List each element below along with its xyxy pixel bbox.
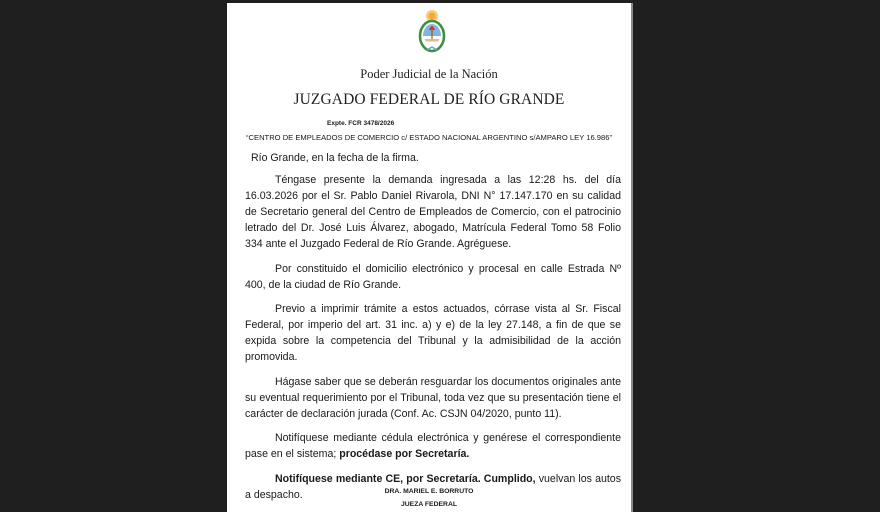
notification-bold-text: procédase por Secretaría. bbox=[339, 448, 470, 460]
paragraph-closing bbox=[245, 471, 621, 503]
case-title: “CENTRO DE EMPLEADOS DE COMERCIO c/ ESTADO NACIONAL ARGENTINO s/AMPARO LEY 16.986” bbox=[246, 133, 612, 142]
file-number: Expte. FCR 3478/2026 bbox=[327, 120, 395, 127]
resolution-body bbox=[245, 150, 621, 511]
closing-bold-text: Notifíquese mediante CE, por Secretaría. Cumplido, bbox=[275, 472, 536, 485]
argentina-coat-of-arms-icon bbox=[418, 8, 446, 58]
paragraph-prosecutor-view: Previo a imprimir trámite a estos actuados, córrase vista al Sr. Fiscal Federal, por imperio del art. 31 inc. a) y e) de la ley 27.148, a fin de que se expida sobre la competencia del Tribunal y la admisibilidad de la acción promovida. bbox=[245, 303, 621, 363]
institution-name: Poder Judicial de la Nación bbox=[360, 67, 498, 81]
paragraph-domicile: Por constituido el domicilio electrónico y procesal en calle Estrada Nº 400, de la ciudad de Río Grande. bbox=[245, 262, 621, 291]
notification-text: Notifíquese mediante cédula electrónica y genérese el correspondiente pase en el sistema; bbox=[245, 432, 621, 460]
paragraph-notification bbox=[245, 430, 621, 462]
document-page bbox=[227, 3, 633, 512]
signature-role: JUEZA FEDERAL bbox=[400, 501, 457, 508]
closing-text: vuelvan los autos a despacho. bbox=[245, 472, 621, 501]
signature-name: DRA. MARIEL E. BORRUTO bbox=[384, 488, 474, 495]
paragraph-documents: Hágase saber que se deberán resguardar los documentos originales ante su eventual requerimiento por el Tribunal, toda vez que su presentación tiene el carácter de declaración jurada (Conf. Ac. CSJN 04/2020, punto 11). bbox=[245, 375, 621, 420]
paragraph-demand: Téngase presente la demanda ingresada a las 12:28 hs. del día 16.03.2026 por el Sr. Pablo Daniel Rivarola, DNI N° 17.147.170 en su calidad de Secretario general del Centro de Empleados de Comercio, con el patrocinio letrado del Dr. José Luis Álvarez, abogado, Matrícula Federal Tomo 58 Folio 334 ante el Juzgado Federal de Río Grande. Agréguese. bbox=[245, 174, 621, 250]
opening-line: Río Grande, en la fecha de la firma. bbox=[251, 152, 419, 164]
court-name: JUZGADO FEDERAL DE RÍO GRANDE bbox=[293, 91, 565, 108]
